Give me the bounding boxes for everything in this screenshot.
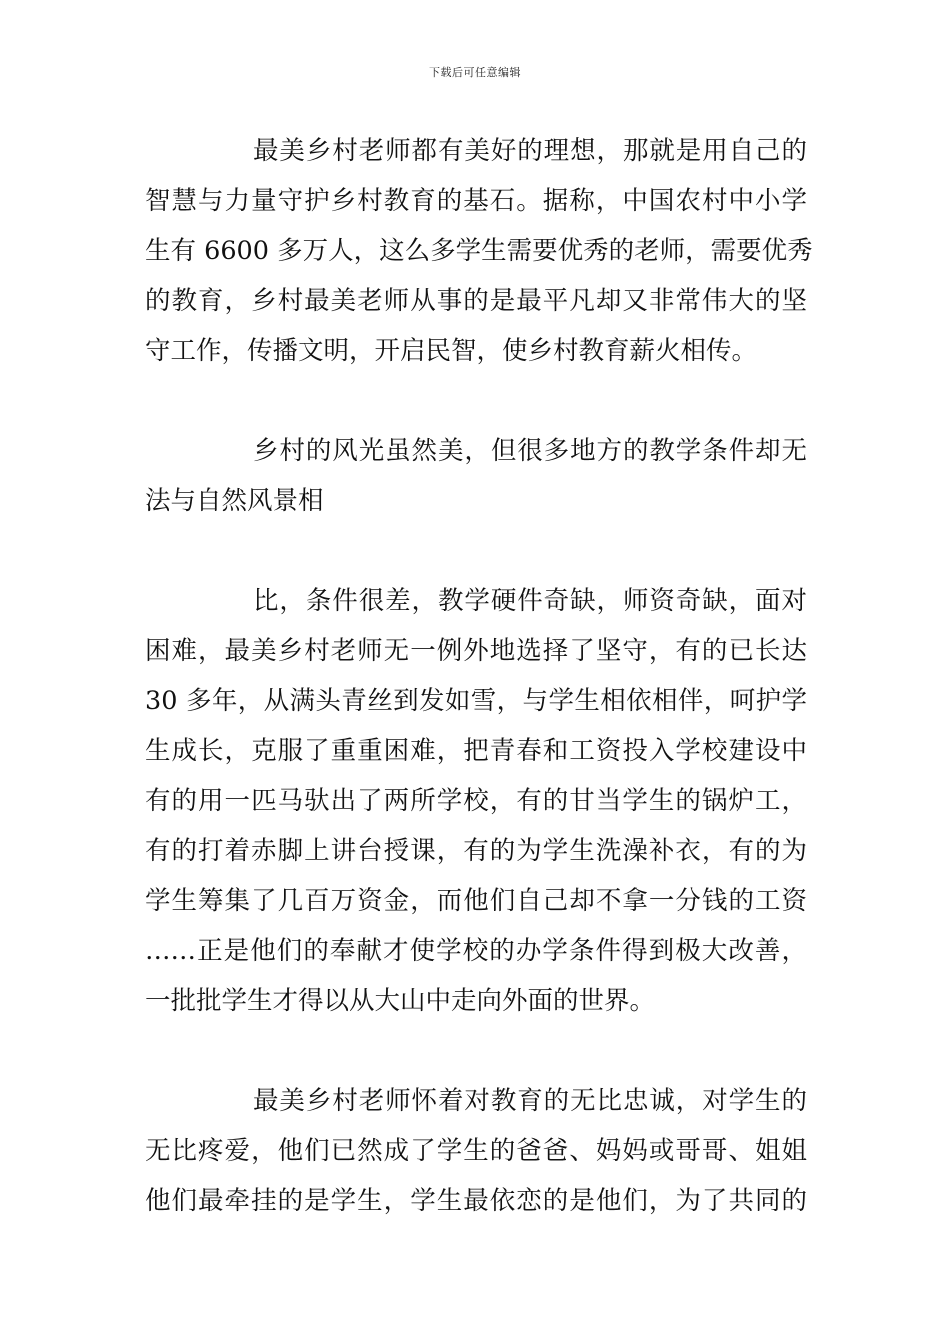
text-line: ……正是他们的奉献才使学校的办学条件得到极大改善， <box>145 936 807 966</box>
header-note: 下载后可任意编辑 <box>429 66 521 79</box>
text-line: 30 多年，从满头青丝到发如雪，与学生相依相伴，呵护学 <box>145 686 807 716</box>
text-line: 生有 6600 多万人，这么多学生需要优秀的老师，需要优秀 <box>145 236 813 266</box>
paragraph-gap <box>145 526 807 576</box>
text-line: 困难，最美乡村老师无一例外地选择了坚守，有的已长达 <box>145 636 807 666</box>
paragraph-2 <box>145 426 807 526</box>
body-text <box>145 126 813 1226</box>
text-line: 比，条件很差，教学硬件奇缺，师资奇缺，面对 <box>253 586 807 616</box>
paragraph-4 <box>145 1076 807 1226</box>
paragraph-1 <box>145 126 813 376</box>
paragraph-gap <box>145 1026 807 1076</box>
text-line: 乡村的风光虽然美，但很多地方的教学条件却无 <box>253 436 807 466</box>
text-line: 最美乡村老师怀着对教育的无比忠诚，对学生的 <box>253 1086 807 1116</box>
text-line: 的教育，乡村最美老师从事的是最平凡却又非常伟大的坚 <box>145 286 807 316</box>
text-line: 守工作，传播文明，开启民智，使乡村教育薪火相传。 <box>145 336 758 366</box>
text-line: 他们最牵挂的是学生，学生最依恋的是他们，为了共同的 <box>145 1186 807 1216</box>
text-line: 无比疼爱，他们已然成了学生的爸爸、妈妈或哥哥、姐姐 <box>145 1136 807 1166</box>
paragraph-gap <box>145 376 807 426</box>
text-line: 有的打着赤脚上讲台授课，有的为学生洗澡补衣，有的为 <box>145 836 807 866</box>
text-line: 法与自然风景相 <box>145 486 324 516</box>
text-line: 有的用一匹马驮出了两所学校，有的甘当学生的锅炉工， <box>145 786 807 816</box>
paragraph-3 <box>145 576 807 1026</box>
text-line: 最美乡村老师都有美好的理想，那就是用自己的 <box>253 136 807 166</box>
text-line: 学生筹集了几百万资金，而他们自己却不拿一分钱的工资 <box>145 886 807 916</box>
text-line: 生成长，克服了重重困难，把青春和工资投入学校建设中 <box>145 736 807 766</box>
text-line: 一批批学生才得以从大山中走向外面的世界。 <box>145 986 656 1016</box>
text-line: 智慧与力量守护乡村教育的基石。据称，中国农村中小学 <box>145 186 807 216</box>
